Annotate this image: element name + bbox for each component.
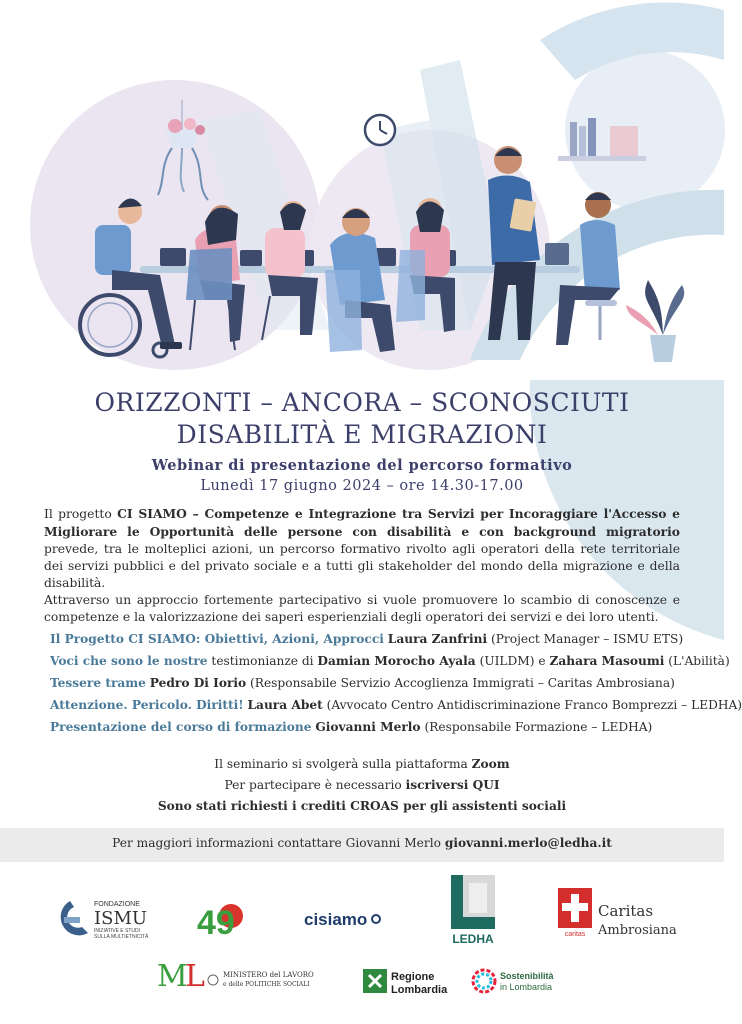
- svg-text:MINISTERO del LAVORO: MINISTERO del LAVORO: [223, 971, 314, 979]
- svg-text:Sostenibilità: Sostenibilità: [500, 971, 554, 981]
- zoom-label: Zoom: [471, 757, 510, 771]
- subtitle: Webinar di presentazione del percorso formativo: [151, 457, 573, 474]
- title-line-2: DISABILITÀ E MIGRAZIONI: [176, 420, 548, 449]
- ministero-logo: [155, 956, 314, 994]
- contact-line: Per maggiori informazioni contattare Giovanni Merlo giovanni.merlo@ledha.it: [112, 836, 612, 850]
- caritas-logo: [556, 886, 682, 938]
- svg-text:Ambrosiana: Ambrosiana: [598, 923, 677, 938]
- program-item: Il Progetto CI SIAMO: Obiettivi, Azioni, Approcci Laura Zanfrini (Project Manager – ISMU ETS): [50, 632, 684, 646]
- svg-text:in Lombardia: in Lombardia: [500, 982, 553, 992]
- svg-text:49: 49: [197, 904, 235, 942]
- anniversary-logo: [195, 896, 253, 942]
- cisiamo-logo: [302, 905, 382, 933]
- svg-text:caritas: caritas: [564, 931, 586, 938]
- svg-text:SULLA MULTIETNICITÀ: SULLA MULTIETNICITÀ: [94, 934, 149, 940]
- title-line-1: ORIZZONTI – ANCORA – SCONOSCIUTI: [94, 388, 630, 417]
- sostenibilita-logo: [470, 965, 562, 999]
- svg-text:Regione: Regione: [391, 971, 435, 983]
- regione-lombardia-logo: [361, 965, 453, 999]
- svg-text:cisiamo: cisiamo: [304, 910, 368, 929]
- program-item: Attenzione. Pericolo. Diritti! Laura Abet (Avvocato Centro Antidiscriminazione Franco Bomprezzi – LEDHA): [50, 698, 742, 712]
- register-link[interactable]: iscriversi QUI: [405, 778, 500, 792]
- project-name: CI SIAMO – Competenze e Integrazione tra Servizi per Incoraggiare l'Accesso e Migliorare le Opportunità delle persone con disabilità e con background migratorio: [44, 506, 680, 539]
- svg-text:L: L: [185, 959, 205, 994]
- intro-paragraph: Il progetto CI SIAMO – Competenze e Integrazione tra Servizi per Incoraggiare l'Accesso e Migliorare le Opportunità delle persone con disabilità e con background migratorio prevede, tra le molteplici azioni, un percorso formativo rivolto agli operatori della rete territoriale dei servizi pubblici e del privato sociale e a tutti gli stakeholder del mondo della migrazione e della disabilità. Attraverso un approccio fortemente partecipativo si vuole promuovere lo scambio di conoscenze e competenze e la valorizzazione dei saperi esperienziali degli operatori dei servizi e dei loro utenti.: [44, 506, 680, 624]
- svg-text:ISMU: ISMU: [94, 908, 148, 929]
- potted-plant-icon: [626, 280, 684, 362]
- platform-line: Il seminario si svolgerà sulla piattaforma Zoom: [214, 757, 510, 771]
- contact-email-link[interactable]: giovanni.merlo@ledha.it: [444, 836, 612, 850]
- credits-line: Sono stati richiesti i crediti CROAS per gli assistenti sociali: [157, 799, 567, 813]
- svg-text:Caritas: Caritas: [598, 902, 654, 920]
- svg-text:Lombardia: Lombardia: [391, 984, 448, 996]
- ledha-logo: [447, 873, 499, 945]
- program-item: Voci che sono le nostre testimonianze di Damian Morocho Ayala (UILDM) e Zahara Masoumi (L'Abilità): [50, 654, 730, 668]
- svg-text:FONDAZIONE: FONDAZIONE: [94, 901, 140, 908]
- intro-paragraph-2: Attraverso un approccio fortemente partecipativo si vuole promuovere lo scambio di conoscenze e competenze e la valorizzazione dei saperi esperienziali degli operatori dei servizi e dei loro utenti.: [44, 593, 680, 624]
- event-date: Lunedì 17 giugno 2024 – ore 14.30-17.00: [200, 478, 524, 494]
- ismu-logo: [60, 893, 160, 943]
- clock-icon: [365, 115, 395, 145]
- program-item: Presentazione del corso di formazione Giovanni Merlo (Responsabile Formazione – LEDHA): [50, 720, 653, 734]
- program-item: Tessere trame Pedro Di Iorio (Responsabile Servizio Accoglienza Immigrati – Caritas Ambrosiana): [50, 676, 675, 690]
- registration-line: Per partecipare è necessario iscriversi QUI: [224, 778, 500, 792]
- svg-text:LEDHA: LEDHA: [452, 932, 494, 946]
- svg-text:INIZIATIVE E STUDI: INIZIATIVE E STUDI: [94, 928, 141, 934]
- svg-text:e delle POLITICHE SOCIALI: e delle POLITICHE SOCIALI: [223, 981, 310, 988]
- svg-text:M: M: [157, 959, 188, 994]
